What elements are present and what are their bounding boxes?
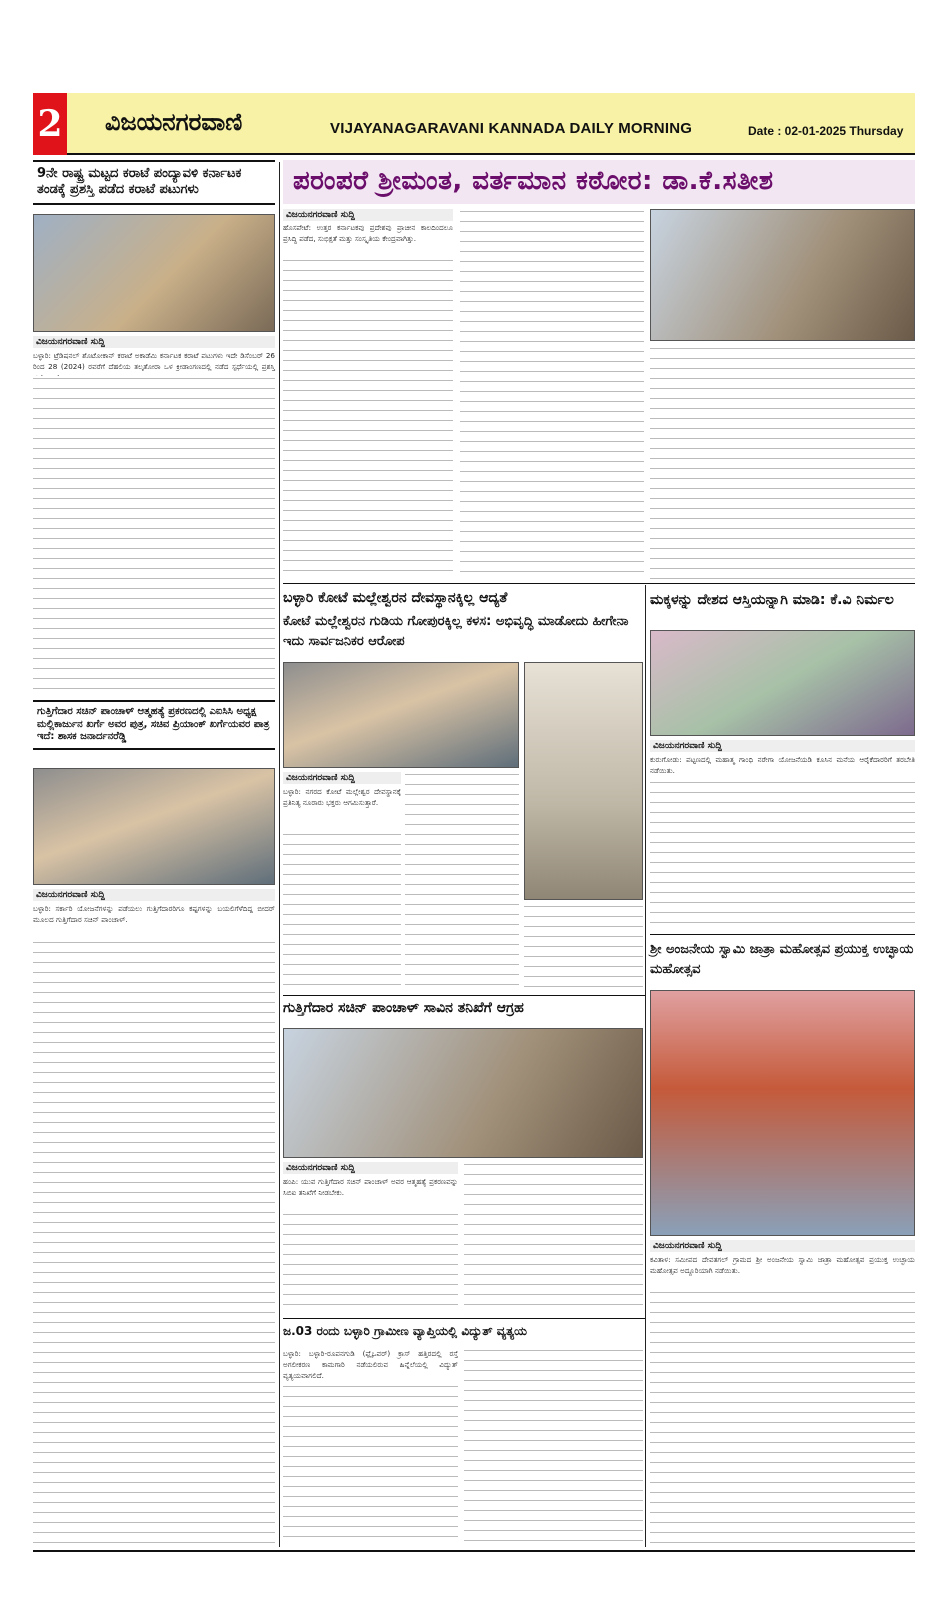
divider	[283, 1318, 645, 1319]
divider	[283, 995, 645, 996]
headline: ಪರಂಪರೆ ಶ್ರೀಮಂತ, ವರ್ತಮಾನ ಕಠೋರ: ಡಾ.ಕೆ.ಸತೀಶ	[283, 160, 915, 204]
column-rule	[645, 585, 646, 1547]
photo-protest	[283, 1028, 643, 1158]
article-body-continued	[283, 258, 453, 580]
headline: 9ನೇ ರಾಷ್ಟ್ರ ಮಟ್ಟದ ಕರಾಟೆ ಪಂದ್ಯಾವಳಿ ಕರ್ನಾಟಕ ತಂಡಕ್ಕೆ ಪ್ರಶಸ್ತಿ ಪಡೆದ ಕರಾಟೆ ಪಟುಗಳು	[33, 160, 275, 205]
divider	[283, 583, 915, 584]
article-body-continued	[650, 780, 915, 930]
article-body: ಕುರುಗೋಡು: ಪಟ್ಟಣದಲ್ಲಿ ಮಹಾತ್ಮ ಗಾಂಧಿ ನರೇಗಾ ಯೋಜನೆಯಡಿ ಕೂಸಿನ ಮನೆಯ ಆರೈಕೆದಾರರಿಗೆ ತರಬೇತಿ ನಡೆಯಿತು.	[650, 755, 915, 776]
photo-seminar	[650, 209, 915, 341]
article-body-continued	[33, 376, 275, 692]
article-body-continued	[405, 772, 519, 992]
headline: ಶ್ರೀ ಅಂಜನೇಯ ಸ್ವಾಮಿ ಜಾತ್ರಾ ಮಹೋತ್ಸವ ಪ್ರಯುಕ್ತ ಉಚ್ಛಾಯ ಮಹೋತ್ಸವ	[650, 942, 914, 977]
photo-karate-team	[33, 214, 275, 332]
byline: ವಿಜಯನಗರವಾಣಿ ಸುದ್ದಿ	[283, 1162, 458, 1174]
byline: ವಿಜಯನಗರವಾಣಿ ಸುದ್ದಿ	[33, 336, 275, 348]
photo-chariot	[650, 990, 915, 1236]
article-body-continued	[464, 1348, 643, 1544]
article-body-continued	[464, 1162, 643, 1314]
headline: ಜ.03 ರಂದು ಬಳ್ಳಾರಿ ಗ್ರಾಮೀಣ ವ್ಯಾಪ್ತಿಯಲ್ಲಿ ವಿದ್ಯುತ್ ವ್ಯತ್ಯಯ	[283, 1324, 527, 1338]
article-body-continued	[283, 832, 401, 992]
byline: ವಿಜಯನಗರವಾಣಿ ಸುದ್ದಿ	[283, 209, 453, 221]
photo-temple-visitors	[283, 662, 519, 768]
page-number: 2	[33, 93, 67, 155]
article-body: ಬಳ್ಳಾರಿ: ಸರ್ಕಾರಿ ಯೋಜನೆಗಳನ್ನು ಪಡೆಯಲು ಗುತ್ತಿಗೆದಾರರಿಗೂ ಕಷ್ಟಗಳನ್ನು ಬಯಲಿಗೆಳೆದಿದ್ದ ಬೀದರ್ ಮೂಲದ ಗುತ್ತಿಗೆದಾರ ಸಚಿನ್ ಪಾಂಚಾಳ್.	[33, 904, 275, 925]
headline: ಕೋಟೆ ಮಲ್ಲೇಶ್ವರನ ಗುಡಿಯ ಗೋಪುರಕ್ಕಿಲ್ಲ ಕಳಸ: ಅಭಿವೃದ್ಧಿ ಮಾಡೋದು ಹೀಗೇನಾ ಇದು ಸಾರ್ವಜನಿಕರ ಆರೋಪ	[283, 614, 629, 650]
byline: ವಿಜಯನಗರವಾಣಿ ಸುದ್ದಿ	[33, 889, 275, 901]
brand-kannada: ವಿಜಯನಗರವಾಣಿ	[105, 108, 243, 136]
column-rule	[279, 162, 280, 1547]
kicker: ಬಳ್ಳಾರಿ ಕೋಟೆ ಮಲ್ಲೇಶ್ವರನ ದೇವಸ್ಥಾನಕ್ಕಿಲ್ಲ ಆದ್ಯತೆ	[283, 590, 508, 606]
headline: ಗುತ್ತಿಗೆದಾರ ಸಚಿನ್ ಪಾಂಚಾಳ್ ಸಾವಿನ ತನಿಖೆಗೆ ಆಗ್ರಹ	[283, 1000, 524, 1016]
dateline: Date : 02-01-2025 Thursday	[748, 124, 904, 138]
article-body-continued	[283, 1212, 458, 1314]
article-body: ಹೊಸಪೇಟೆ: ಉತ್ತರ ಕರ್ನಾಟಕವು ಪ್ರದೇಶವು ಪ್ರಾಚೀನ ಕಾಲದಿಂದಲೂ ಪ್ರಸಿದ್ಧಿ ಪಡೆದ, ಸುಭಿಕ್ಷತೆ ಮತ್ತು ಸಂಸ್ಕೃತಿಯ ಕೇಂದ್ರವಾಗಿತ್ತು.	[283, 223, 453, 244]
article-body: ಹಂಪಿ: ಯುವ ಗುತ್ತಿಗೆದಾರ ಸಚಿನ್ ಪಾಂಚಾಳ್ ಅವರ ಆತ್ಮಹತ್ಯೆ ಪ್ರಕರಣವನ್ನು ಸಿಬಿಐ ತನಿಖೆಗೆ ನೀಡಬೇಕು.	[283, 1177, 458, 1198]
article-body-continued	[283, 1384, 458, 1544]
photo-press-meet	[33, 768, 275, 885]
bottom-rule	[33, 1550, 915, 1552]
brand-english: VIJAYANAGARAVANI KANNADA DAILY MORNING	[330, 120, 693, 137]
article-body-continued	[524, 904, 643, 992]
byline: ವಿಜಯನಗರವಾಣಿ ಸುದ್ದಿ	[650, 1240, 915, 1252]
article-body: ಬಳ್ಳಾರಿ: ನಗರದ ಕೋಟೆ ಮಲ್ಲೇಶ್ವರ ದೇವಸ್ಥಾನಕ್ಕೆ ಪ್ರತಿನಿತ್ಯ ನೂರಾರು ಭಕ್ತರು ಆಗಮಿಸುತ್ತಾರೆ.	[283, 787, 401, 808]
article-body-continued	[33, 940, 275, 1545]
byline: ವಿಜಯನಗರವಾಣಿ ಸುದ್ದಿ	[650, 740, 915, 752]
article-body-continued	[650, 346, 915, 580]
article-body: ಕವಿತಾಳ: ಸಮೀಪದ ದೇವತಗಲ್ ಗ್ರಾಮದ ಶ್ರೀ ಅಂಜನೇಯ ಸ್ವಾಮಿ ಜಾತ್ರಾ ಮಹೋತ್ಸವ ಪ್ರಯುಕ್ತ ಉಚ್ಛಾಯ ಮಹೋತ್ಸವ ಅದ್ದೂರಿಯಾಗಿ ನಡೆಯಿತು.	[650, 1255, 915, 1276]
headline: ಗುತ್ತಿಗೆದಾರ ಸಚಿನ್ ಪಾಂಚಾಳ್ ಆತ್ಮಹತ್ಯೆ ಪ್ರಕರಣದಲ್ಲಿ ಎಐಸಿಸಿ ಅಧ್ಯಕ್ಷ ಮಲ್ಲಿಕಾರ್ಜುನ ಖರ್ಗೆ ಅವರ ಪುತ್ರ, ಸಚಿವ ಪ್ರಿಯಾಂಕ್ ಖರ್ಗೆಯವರ ಪಾತ್ರ ಇದೆ: ಶಾಸಕ ಜನಾರ್ದನರೆಡ್ಡಿ	[33, 700, 275, 750]
byline: ವಿಜಯನಗರವಾಣಿ ಸುದ್ದಿ	[283, 772, 401, 784]
article-body-continued	[460, 209, 644, 580]
photo-training	[650, 630, 915, 736]
photo-temple-gopura	[524, 662, 643, 900]
headline: ಮಕ್ಕಳನ್ನು ದೇಶದ ಆಸ್ತಿಯನ್ನಾಗಿ ಮಾಡಿ: ಕೆ.ವಿ ನಿರ್ಮಲ	[650, 592, 894, 608]
article-body: ಬಳ್ಳಾರಿ: ಬಳ್ಳಾರಿ-ರೂಪನಗುಡಿ (ಫ್ಲೈಒವರ್) ಕ್ರಾಸ್ ಹತ್ತಿರದಲ್ಲಿ ರಸ್ತೆ ಅಗಲೀಕರಣ ಕಾಮಗಾರಿ ನಡೆಯಲಿರುವ ಹಿನ್ನೆಲೆಯಲ್ಲಿ ವಿದ್ಯುತ್ ವ್ಯತ್ಯಯವಾಗಲಿದೆ.	[283, 1349, 458, 1381]
article-body: ಬಳ್ಳಾರಿ: ಟ್ರೆಡಿಷನಲ್ ಶೊಟೋಕಾನ್ ಕರಾಟೆ ಅಕಾಡೆಮಿ ಕರ್ನಾಟಕ ಕರಾಟೆ ಪಟುಗಳು ಇದೇ ಡಿಸೆಂಬರ್ 26 ರಿಂದ 28 (2024) ರವರೆಗೆ ದೆಹಲಿಯ ತಲ್ಕತೋರಾ ಒಳ ಕ್ರೀಡಾಂಗಣದಲ್ಲಿ ನಡೆದ ಸ್ಪರ್ಧೆಯಲ್ಲಿ ಪ್ರಶಸ್ತಿ	[33, 351, 275, 372]
article-body-continued	[650, 1290, 915, 1544]
divider	[650, 934, 915, 935]
